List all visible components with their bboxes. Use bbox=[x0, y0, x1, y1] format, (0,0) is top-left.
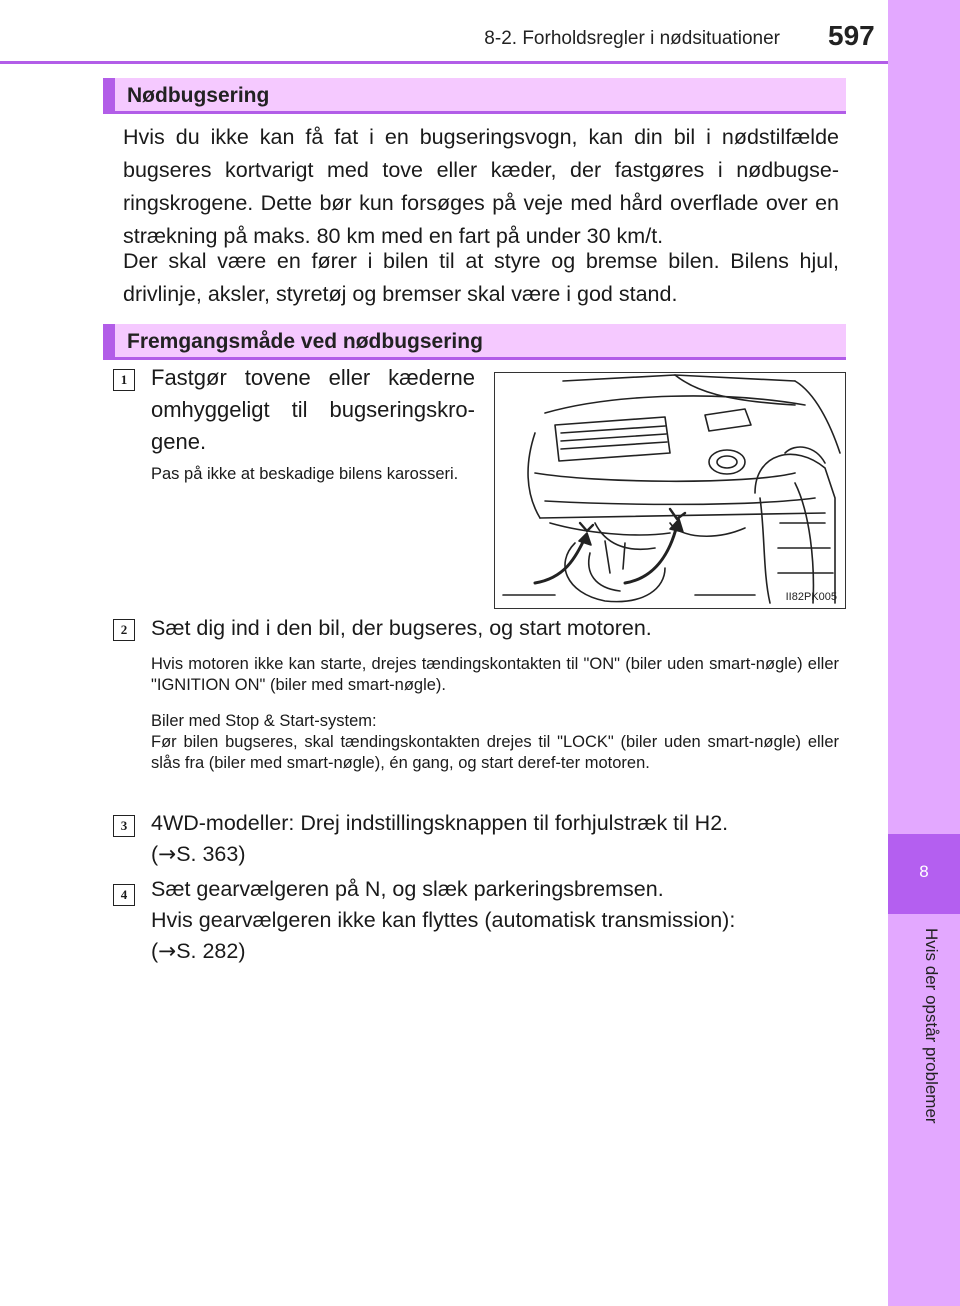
section-heading-procedure bbox=[103, 324, 846, 360]
section-header: 8-2. Forholdsregler i nødsituationer bbox=[484, 28, 780, 49]
step-2-note: Før bilen bugseres, skal tændingskontakten drejes til "LOCK" (biler uden smart-nøgle) eller slås fra (biler med smart-nøgle), én gang, og start deref-ter motoren. bbox=[151, 733, 839, 772]
page-reference: S. 363 bbox=[176, 842, 239, 866]
step-number-4: 4 bbox=[113, 884, 135, 906]
step-number-3: 3 bbox=[113, 815, 135, 837]
chapter-title: Hvis der opstår problemer bbox=[922, 928, 941, 1124]
step-4-reference[interactable]: (→S. 282) bbox=[151, 939, 246, 964]
section-heading-emergency-towing bbox=[103, 78, 846, 114]
step-1-note: Pas på ikke at beskadige bilens karosseri. bbox=[151, 465, 459, 483]
page-number: 597 bbox=[828, 20, 875, 51]
step-3-text: 4WD-modeller: Drej indstillingsknappen til forhjulstræk til H2. bbox=[151, 811, 729, 835]
arrow-right-icon: → bbox=[158, 939, 177, 964]
step-1-text: Fastgør tovene eller kæderne omhyggeligt til bugseringskro-gene. bbox=[151, 365, 475, 454]
arrow-right-icon: → bbox=[158, 842, 177, 867]
towing-hook-icon bbox=[495, 373, 844, 607]
page-reference: S. 282 bbox=[176, 939, 239, 963]
step-2-note: Biler med Stop & Start-system: bbox=[151, 712, 377, 730]
step-4-text-2: Hvis gearvælgeren ikke kan flyttes (automatisk transmission): bbox=[151, 908, 736, 932]
step-2-text: Sæt dig ind i den bil, der bugseres, og start motoren. bbox=[151, 616, 652, 640]
step-2-note: Hvis motoren ikke kan starte, drejes tændingskontakten til "ON" (biler uden smart-nøgle) eller "IGNITION ON" (biler med smart-nøgle). bbox=[151, 655, 839, 694]
step-4-text: Sæt gearvælgeren på N, og slæk parkeringsbremsen. bbox=[151, 877, 664, 901]
step-number-2: 2 bbox=[113, 619, 135, 641]
towing-figure bbox=[494, 372, 846, 609]
step-3-reference[interactable]: (→S. 363) bbox=[151, 842, 246, 867]
section-heading-text: Fremgangsmåde ved nødbugsering bbox=[127, 330, 483, 353]
paragraph: Der skal være en fører i bilen til at styre og bremse bilen. Bilens hjul, drivlinje, aksler, styretøj og bremser skal være i god stand. bbox=[123, 249, 839, 306]
paragraph: Hvis du ikke kan få fat i en bugseringsvogn, kan din bil i nødstilfælde bugseres kortvarigt med tove eller kæder, der fastgøres i nødbugse-ringskrogene. Dette bør kun forsøges på veje med hård overflade over en strækning på maks. 80 km med en fart på under 30 km/t. bbox=[123, 125, 839, 248]
chapter-number: 8 bbox=[919, 862, 929, 881]
figure-code: II82PK005 bbox=[785, 591, 837, 603]
step-number-1: 1 bbox=[113, 369, 135, 391]
header-divider bbox=[0, 61, 888, 64]
section-heading-text: Nødbugsering bbox=[127, 84, 270, 107]
